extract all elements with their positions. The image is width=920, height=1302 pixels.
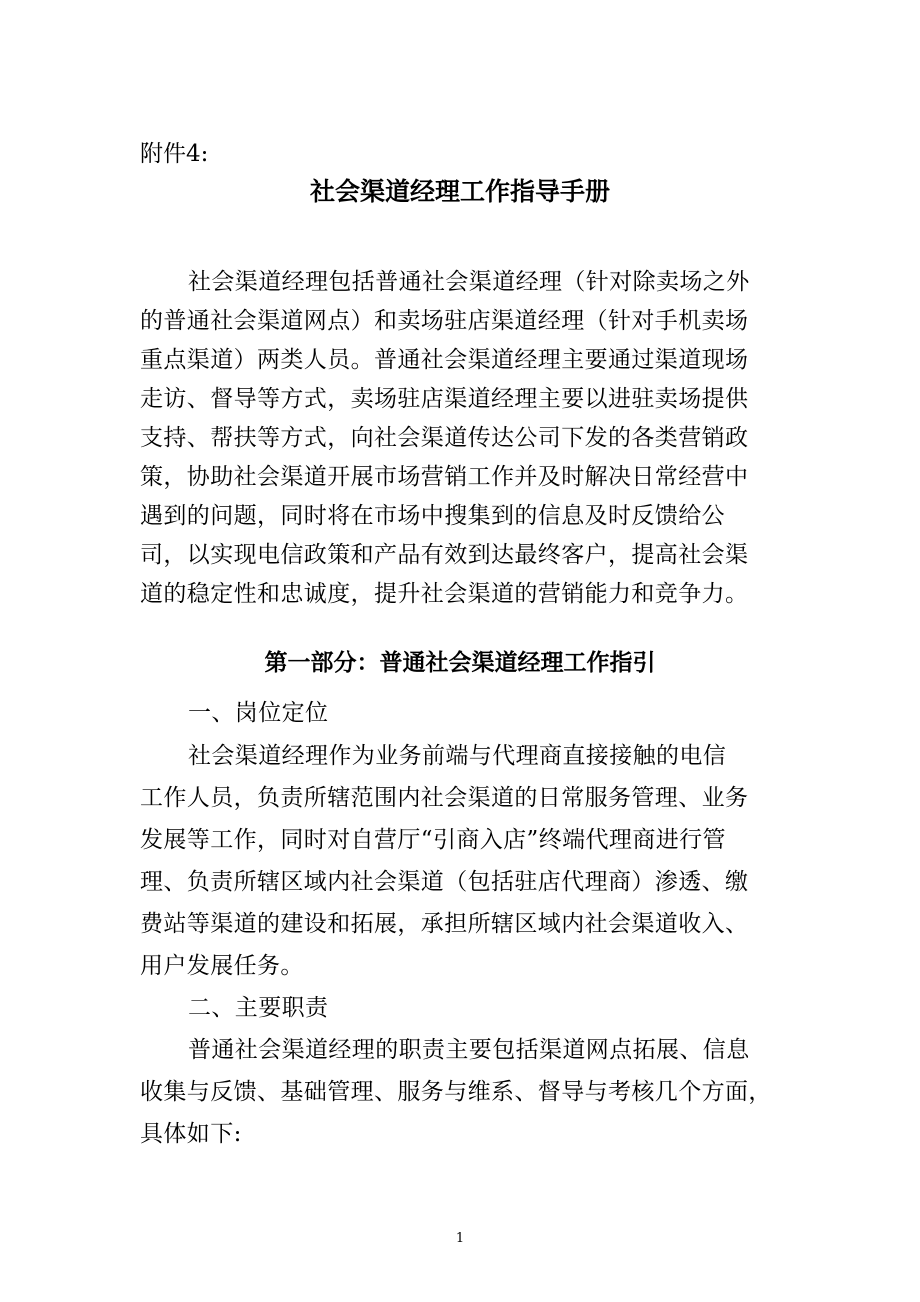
- paragraph-line: 用户发展任务。: [140, 953, 304, 979]
- attachment-label: 附件4:: [140, 141, 209, 167]
- paragraph-line: 费站等渠道的建设和拓展，承担所辖区域内社会渠道收入、: [140, 911, 749, 937]
- paragraph-line: 走访、督导等方式，卖场驻店渠道经理主要以进驻卖场提供: [140, 386, 749, 412]
- section2-heading: 二、主要职责: [188, 995, 329, 1021]
- paragraph-line: 遇到的问题，同时将在市场中搜集到的信息及时反馈给公: [140, 503, 725, 529]
- paragraph-line: 道的稳定性和忠诚度，提升社会渠道的营销能力和竞争力。: [140, 581, 749, 607]
- paragraph-line: 社会渠道经理作为业务前端与代理商直接接触的电信: [188, 743, 727, 769]
- part1-title: 第一部分：普通社会渠道经理工作指引: [264, 650, 656, 676]
- paragraph-line: 理、负责所辖区域内社会渠道（包括驻店代理商）渗透、缴: [140, 869, 749, 895]
- document-title: 社会渠道经理工作指导手册: [309, 177, 610, 206]
- paragraph-line: 普通社会渠道经理的职责主要包括渠道网点拓展、信息: [188, 1037, 750, 1063]
- page-number: 1: [455, 1231, 465, 1246]
- paragraph-line: 支持、帮扶等方式，向社会渠道传达公司下发的各类营销政: [140, 425, 749, 451]
- paragraph-line: 工作人员，负责所辖范围内社会渠道的日常服务管理、业务: [140, 785, 749, 811]
- paragraph-line: 的普通社会渠道网点）和卖场驻店渠道经理（针对手机卖场: [140, 308, 749, 334]
- paragraph-line: 发展等工作，同时对自营厅“引商入店”终端代理商进行管: [140, 827, 726, 853]
- paragraph-line: 策，协助社会渠道开展市场营销工作并及时解决日常经营中: [140, 464, 749, 490]
- section1-heading: 一、岗位定位: [188, 700, 329, 726]
- paragraph-line: 司，以实现电信政策和产品有效到达最终客户，提高社会渠: [140, 542, 749, 568]
- paragraph-line: 收集与反馈、基础管理、服务与维系、督导与考核几个方面，: [140, 1079, 772, 1105]
- paragraph-line: 具体如下:: [140, 1121, 242, 1147]
- paragraph-line: 重点渠道）两类人员。普通社会渠道经理主要通过渠道现场: [140, 347, 749, 373]
- paragraph-line: 社会渠道经理包括普通社会渠道经理（针对除卖场之外: [188, 269, 750, 295]
